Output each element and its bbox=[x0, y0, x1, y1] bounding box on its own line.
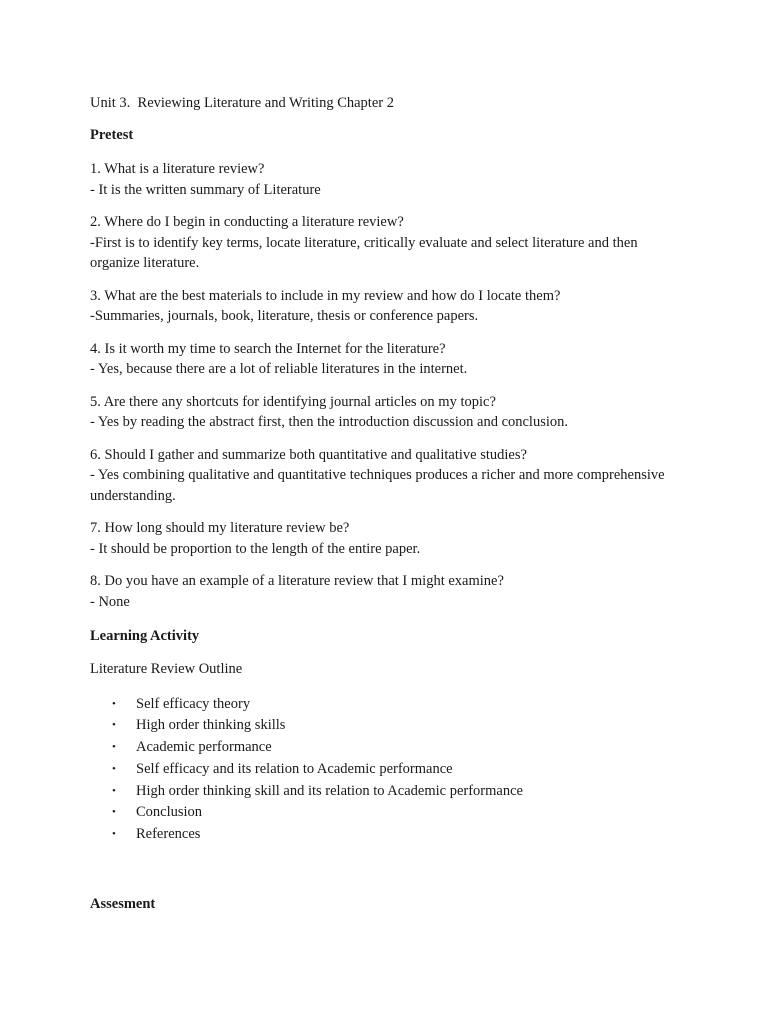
bullet-icon: • bbox=[112, 784, 116, 797]
list-item bbox=[90, 737, 678, 759]
answer-text: -First is to identify key terms, locate literature, critically evaluate and select literature and then organize literature. bbox=[90, 234, 638, 271]
question-text: 5. Are there any shortcuts for identifying journal articles on my topic? bbox=[90, 393, 496, 410]
bullet-icon: • bbox=[112, 719, 116, 732]
assessment-heading: Assesment bbox=[90, 896, 156, 913]
list-item bbox=[90, 694, 678, 716]
qa-item bbox=[90, 339, 678, 380]
question-text: 8. Do you have an example of a literature review that I might examine? bbox=[90, 573, 504, 589]
question-text: 4. Is it worth my time to search the Internet for the literature? bbox=[90, 340, 446, 357]
answer-text: - It is the written summary of Literature bbox=[90, 181, 321, 198]
list-item-label: References bbox=[136, 826, 201, 843]
bullet-icon: • bbox=[112, 828, 116, 841]
list-item bbox=[90, 715, 678, 737]
qa-item bbox=[90, 392, 678, 433]
list-item bbox=[90, 781, 678, 803]
qa-item bbox=[90, 571, 678, 612]
list-item bbox=[90, 802, 678, 824]
list-item bbox=[90, 759, 678, 781]
list-item-label: High order thinking skill and its relation to Academic performance bbox=[136, 782, 523, 799]
bullet-icon: • bbox=[112, 806, 116, 819]
pretest-heading: Pretest bbox=[90, 127, 134, 143]
answer-text: - Yes, because there are a lot of reliable literatures in the internet. bbox=[90, 361, 468, 377]
answer-text: -Summaries, journals, book, literature, thesis or conference papers. bbox=[90, 308, 479, 324]
outline-list bbox=[90, 694, 678, 847]
qa-item bbox=[90, 159, 678, 200]
qa-item bbox=[90, 286, 678, 327]
qa-item bbox=[90, 445, 678, 507]
bullet-icon: • bbox=[112, 741, 116, 754]
answer-text: - It should be proportion to the length of the entire paper. bbox=[90, 540, 421, 557]
answer-text: - Yes by reading the abstract first, then the introduction discussion and conclusion. bbox=[90, 414, 569, 430]
bullet-icon: • bbox=[112, 697, 116, 710]
learning-activity-heading: Learning Activity bbox=[90, 628, 200, 644]
list-item-label: Self efficacy theory bbox=[136, 695, 251, 712]
outline-title: Literature Review Outline bbox=[90, 661, 243, 677]
bullet-icon: • bbox=[112, 762, 116, 775]
answer-text: - None bbox=[90, 593, 130, 610]
list-item-label: High order thinking skills bbox=[136, 717, 286, 734]
question-text: 1. What is a literature review? bbox=[90, 161, 265, 177]
question-text: 2. Where do I begin in conducting a literature review? bbox=[90, 214, 404, 230]
question-text: 3. What are the best materials to include in my review and how do I locate them? bbox=[90, 287, 561, 304]
question-text: 6. Should I gather and summarize both quantitative and qualitative studies? bbox=[90, 446, 527, 463]
list-item-label: Self efficacy and its relation to Academic performance bbox=[136, 760, 453, 777]
list-item bbox=[90, 824, 678, 846]
qa-item bbox=[90, 212, 678, 274]
document-title: Unit 3. Reviewing Literature and Writing Chapter 2 bbox=[90, 95, 394, 111]
qa-item bbox=[90, 518, 678, 559]
list-item-label: Academic performance bbox=[136, 739, 272, 756]
question-text: 7. How long should my literature review be? bbox=[90, 520, 350, 536]
answer-text: - Yes combining qualitative and quantitative techniques produces a richer and more comprehensive understanding. bbox=[90, 467, 665, 504]
list-item-label: Conclusion bbox=[136, 804, 203, 821]
